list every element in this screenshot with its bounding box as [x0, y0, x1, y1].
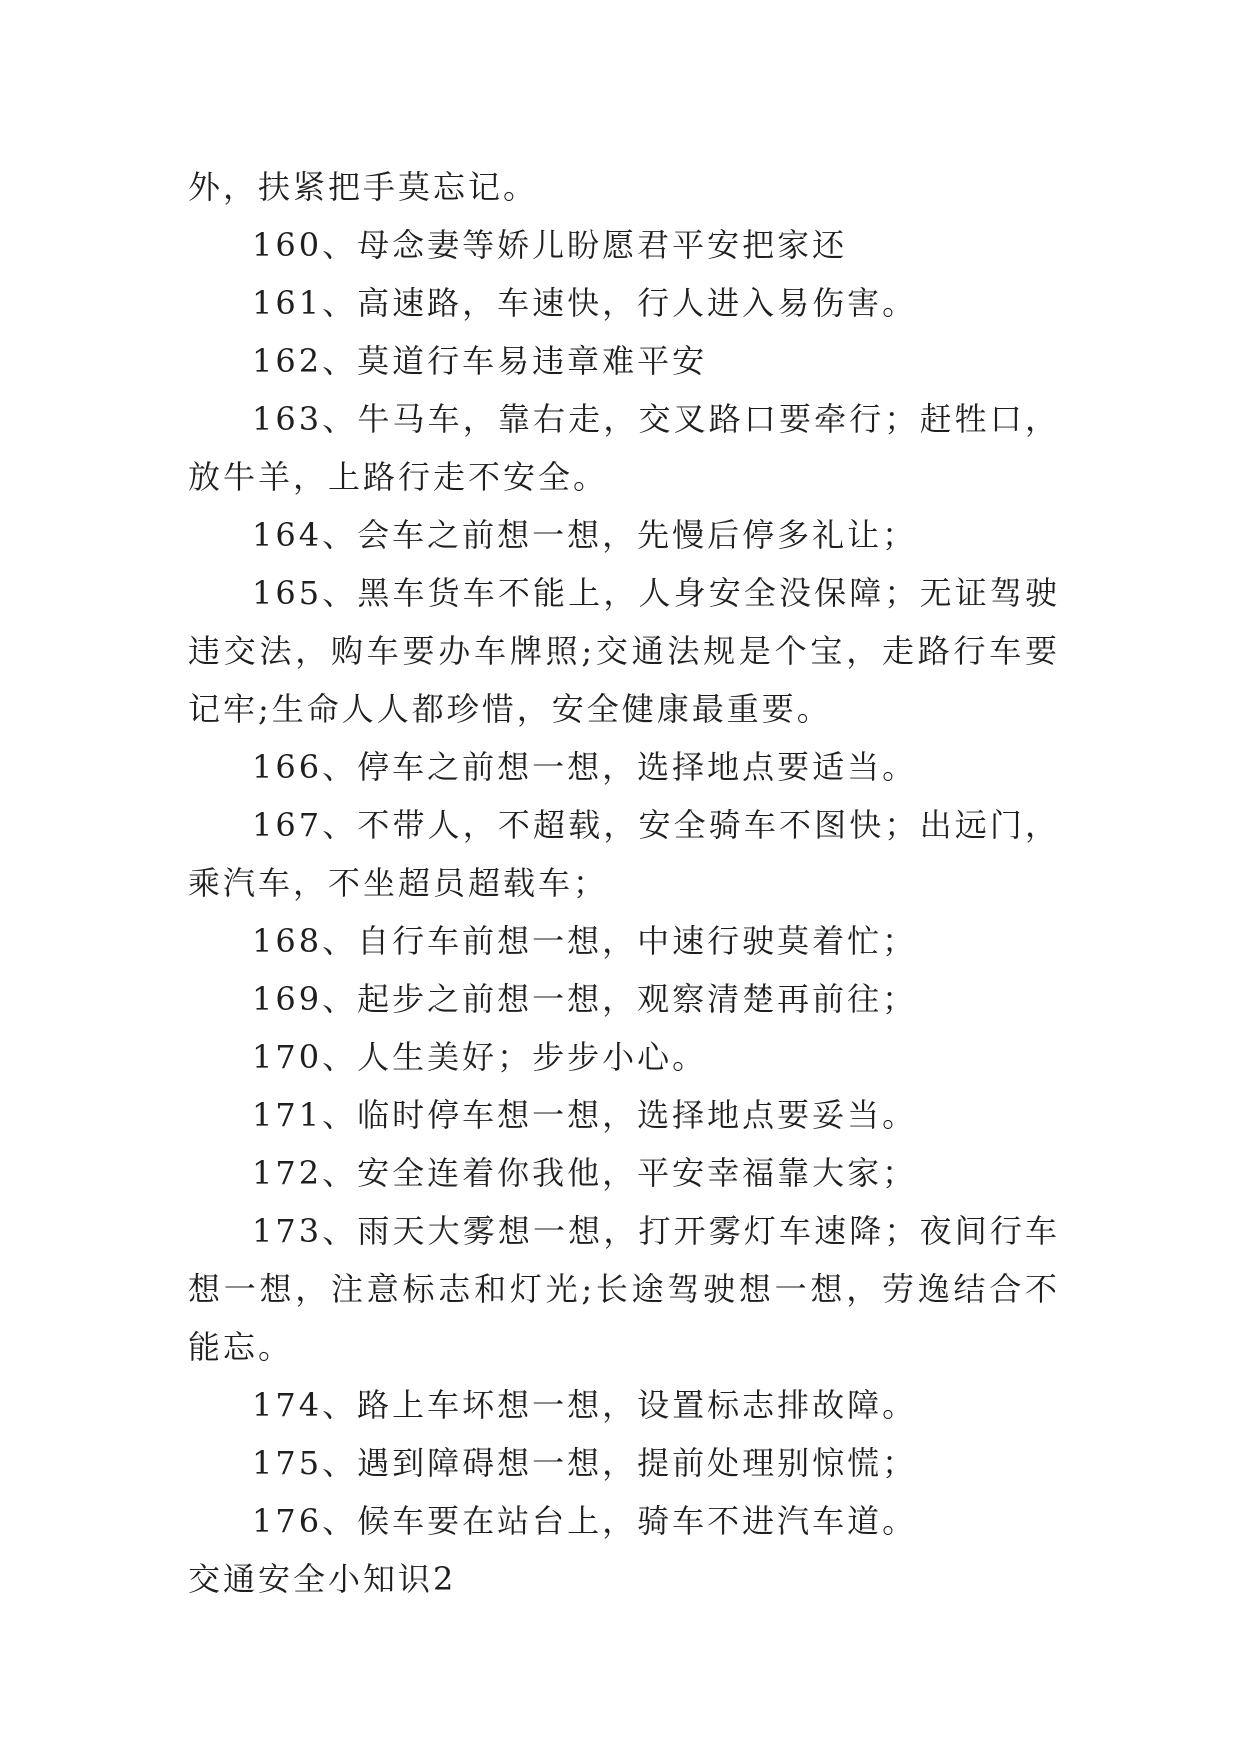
- paragraph-12: 170、人生美好；步步小心。: [252, 1038, 708, 1076]
- paragraph-6: 164、会车之前想一想，先慢后停多礼让；: [252, 516, 918, 554]
- paragraph-18: 176、候车要在站台上，骑车不进汽车道。: [252, 1502, 918, 1540]
- paragraph-2: 160、母念妻等娇儿盼愿君平安把家还: [252, 226, 848, 264]
- document-body: [188, 158, 1060, 1608]
- paragraph-10: 168、自行车前想一想，中速行驶莫着忙；: [252, 922, 918, 960]
- paragraph-1: 外，扶紧把手莫忘记。: [188, 168, 539, 206]
- paragraph-5: 163、牛马车，靠右走，交叉路口要牵行；赶牲口，放牛羊，上路行走不安全。: [188, 400, 1060, 496]
- paragraph-4: 162、莫道行车易违章难平安: [252, 342, 708, 380]
- paragraph-11: 169、起步之前想一想，观察清楚再前往；: [252, 980, 918, 1018]
- paragraph-17: 175、遇到障碍想一想，提前处理别惊慌；: [252, 1444, 918, 1482]
- paragraph-14: 172、安全连着你我他，平安幸福靠大家；: [252, 1154, 918, 1192]
- paragraph-7: 165、黑车货车不能上，人身安全没保障；无证驾驶违交法，购车要办车牌照;交通法规是个宝，走路行车要记牢;生命人人都珍惜，安全健康最重要。: [188, 574, 1060, 728]
- paragraph-8: 166、停车之前想一想，选择地点要适当。: [252, 748, 918, 786]
- section-heading: 交通安全小知识2: [188, 1560, 457, 1598]
- paragraph-15: 173、雨天大雾想一想，打开雾灯车速降；夜间行车想一想，注意标志和灯光;长途驾驶想一想，劳逸结合不能忘。: [188, 1212, 1060, 1366]
- paragraph-9: 167、不带人，不超载，安全骑车不图快；出远门，乘汽车，不坐超员超载车；: [188, 806, 1060, 902]
- paragraph-3: 161、高速路，车速快，行人进入易伤害。: [252, 284, 918, 322]
- paragraph-16: 174、路上车坏想一想，设置标志排故障。: [252, 1386, 918, 1424]
- paragraph-13: 171、临时停车想一想，选择地点要妥当。: [252, 1096, 918, 1134]
